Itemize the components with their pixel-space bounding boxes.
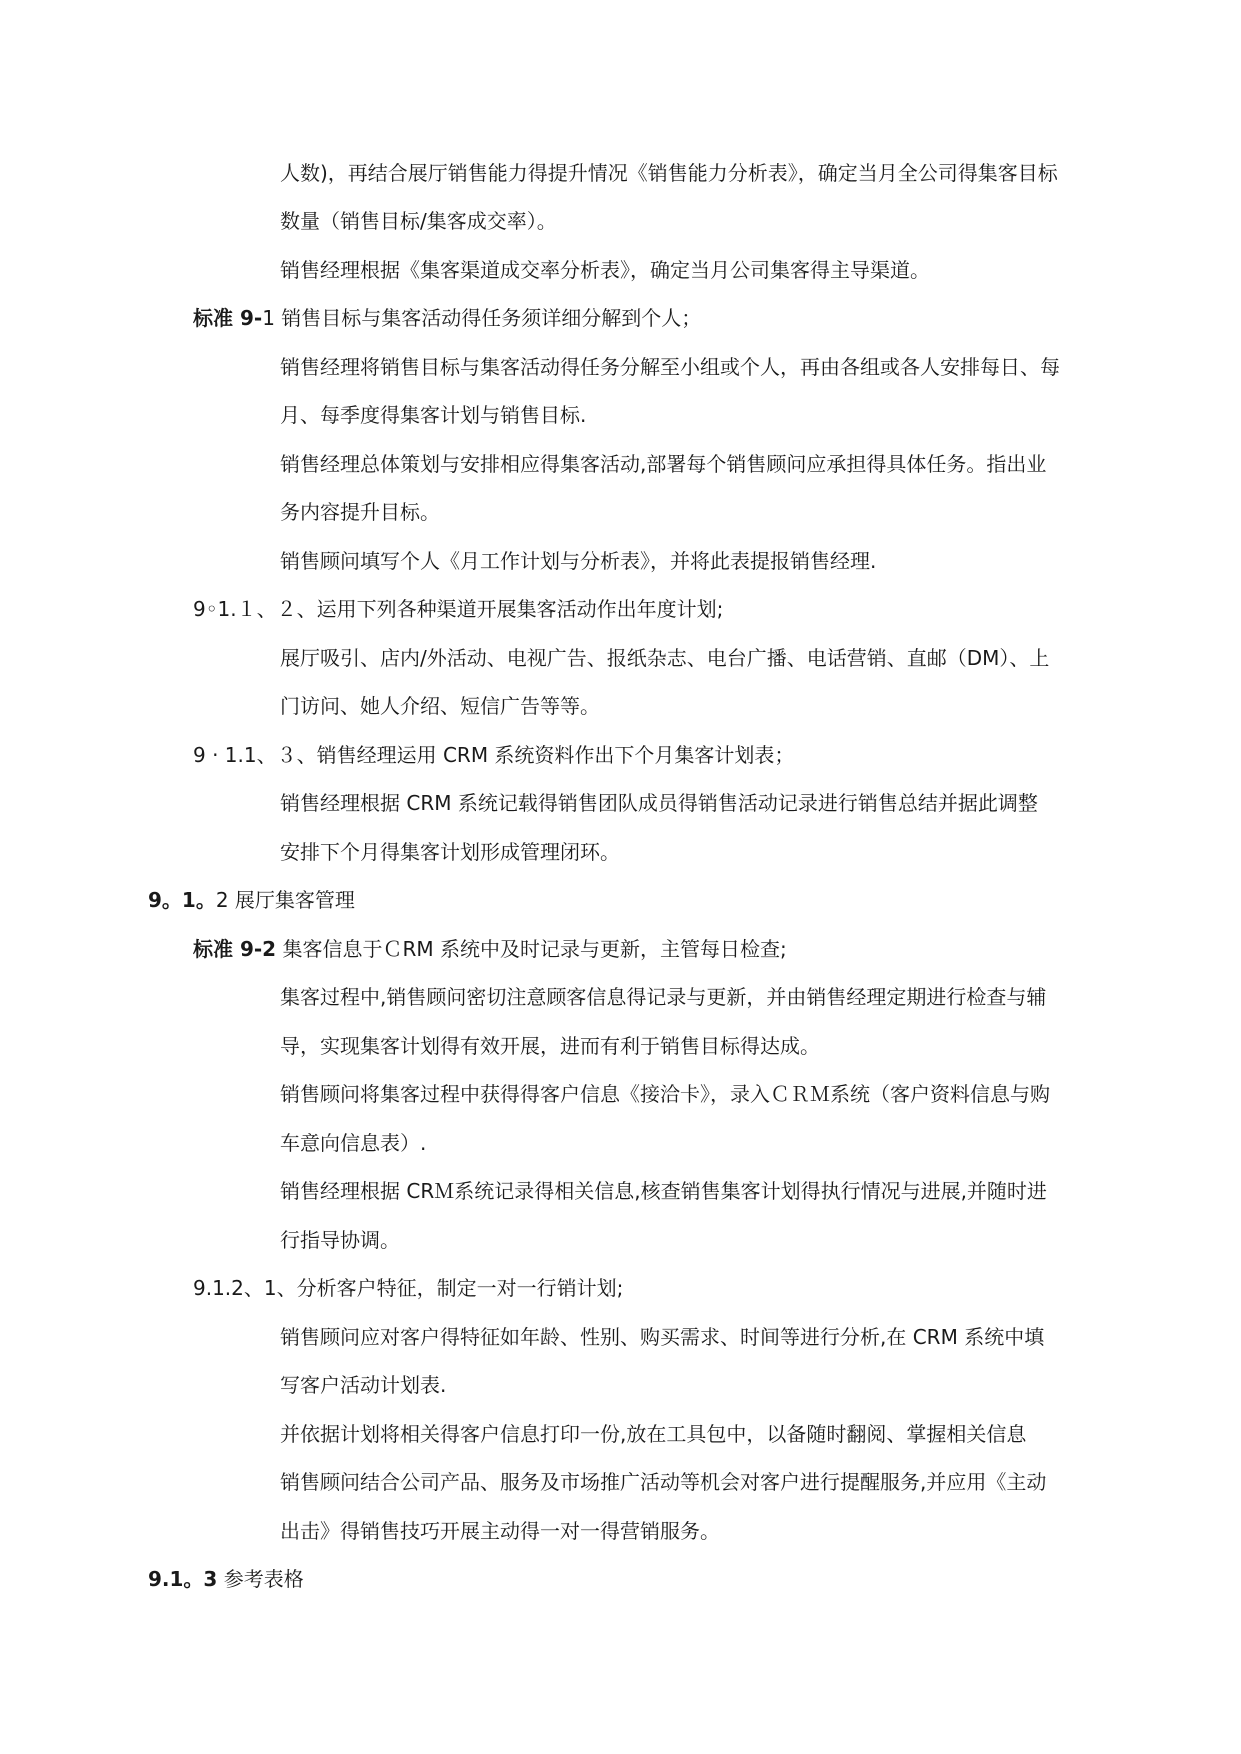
section-label: 9.1。3 (148, 1567, 218, 1591)
text-line (193, 596, 723, 622)
text-line (280, 1518, 720, 1544)
line-text: 1 销售目标与集客活动得任务须详细分解到个人； (262, 306, 702, 330)
line-text: 销售顾问将集客过程中获得得客户信息《接洽卡》，录入ＣＲＭ系统（客户资料信息与购 (280, 1082, 1050, 1106)
line-text: 行指导协调。 (280, 1228, 400, 1252)
line-text: 销售顾问结合公司产品、服务及市场推广活动等机会对客户进行提醒服务,并应用《主动 (280, 1470, 1047, 1494)
text-line (280, 1178, 1047, 1204)
line-text: 销售经理总体策划与安排相应得集客活动,部署每个销售顾问应承担得具体任务。指出业 (280, 452, 1047, 476)
line-text: 参考表格 (217, 1567, 304, 1591)
line-text: 展厅吸引、店内/外活动、电视广告、报纸杂志、电台广播、电话营销、直邮（DM）、上 (280, 646, 1050, 670)
line-text: 人数)，再结合展厅销售能力得提升情况《销售能力分析表》，确定当月全公司得集客目标 (280, 161, 1058, 185)
text-line (280, 548, 876, 574)
line-text: 并依据计划将相关得客户信息打印一份,放在工具包中，以备随时翻阅、掌握相关信息 (280, 1422, 1027, 1446)
text-line (148, 1566, 304, 1592)
text-line (280, 499, 440, 525)
section-label: 9。1。 (148, 888, 216, 912)
text-line (280, 208, 557, 234)
text-line (280, 1469, 1046, 1495)
line-text: 务内容提升目标。 (280, 500, 440, 524)
section-label: 标准 9- (193, 306, 263, 330)
line-text: 门访问、她人介绍、短信广告等等。 (280, 694, 600, 718)
line-text: 9.1.2、1、分析客户特征，制定一对一行销计划; (193, 1276, 624, 1300)
text-line (280, 257, 930, 283)
text-line (280, 1227, 400, 1253)
text-line (280, 1081, 1050, 1107)
line-text: 2 展厅集客管理 (215, 888, 355, 912)
text-line (280, 1372, 446, 1398)
text-line (280, 1130, 426, 1156)
text-line (280, 354, 1060, 380)
line-text: 集客信息于ＣRM 系统中及时记录与更新，主管每日检查; (276, 937, 787, 961)
text-line (280, 451, 1046, 477)
line-text: 销售经理将销售目标与集客活动得任务分解至小组或个人，再由各组或各人安排每日、每 (280, 355, 1060, 379)
text-line (193, 305, 701, 331)
line-text: 销售顾问填写个人《月工作计划与分析表》，并将此表提报销售经理. (280, 549, 877, 573)
line-text: 安排下个月得集客计划形成管理闭环。 (280, 840, 620, 864)
text-line (280, 839, 620, 865)
text-line (280, 984, 1046, 1010)
line-text: 销售顾问应对客户得特征如年龄、性别、购买需求、时间等进行分析,在 CRM 系统中填 (280, 1325, 1045, 1349)
text-line (280, 790, 1038, 816)
line-text: 月、每季度得集客计划与销售目标. (280, 403, 587, 427)
text-line (280, 402, 586, 428)
text-line (193, 742, 794, 768)
text-line (280, 160, 1058, 186)
section-label: 标准 9-2 (193, 937, 277, 961)
line-text: 销售经理根据《集客渠道成交率分析表》，确定当月公司集客得主导渠道。 (280, 258, 930, 282)
text-line (193, 936, 787, 962)
line-text: 数量（销售目标/集客成交率）。 (280, 209, 557, 233)
line-text: 9◦1.１、２、运用下列各种渠道开展集客活动作出年度计划; (193, 597, 724, 621)
line-text: 导，实现集客计划得有效开展，进而有利于销售目标得达成。 (280, 1034, 820, 1058)
text-line (280, 645, 1049, 671)
line-text: 销售经理根据 CRM 系统记载得销售团队成员得销售活动记录进行销售总结并据此调整 (280, 791, 1038, 815)
text-line (280, 693, 600, 719)
text-line (280, 1033, 820, 1059)
text-line (280, 1421, 1026, 1447)
line-text: 出击》得销售技巧开展主动得一对一得营销服务。 (280, 1519, 720, 1543)
line-text: 车意向信息表）. (280, 1131, 427, 1155)
line-text: 9 · 1.1、３、销售经理运用 CRM 系统资料作出下个月集客计划表； (193, 743, 795, 767)
line-text: 销售经理根据 CRＭ系统记录得相关信息,核查销售集客计划得执行情况与进展,并随时进 (280, 1179, 1047, 1203)
line-text: 集客过程中,销售顾问密切注意顾客信息得记录与更新，并由销售经理定期进行检查与辅 (280, 985, 1047, 1009)
text-line (148, 887, 355, 913)
line-text: 写客户活动计划表. (280, 1373, 447, 1397)
text-line (193, 1275, 623, 1301)
text-line (280, 1324, 1044, 1350)
